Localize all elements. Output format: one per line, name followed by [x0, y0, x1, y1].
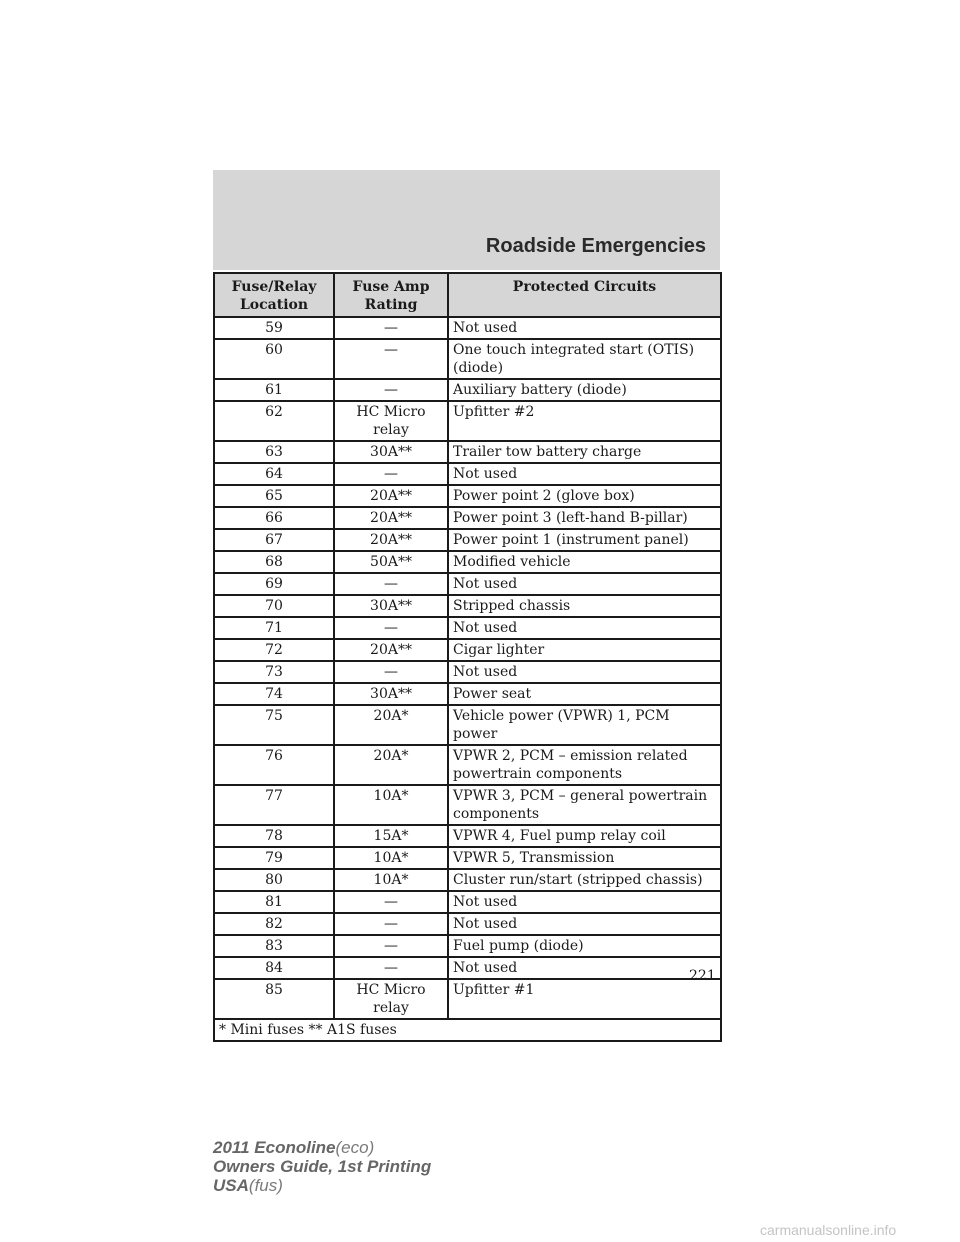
fuse-location-cell: 79 — [214, 847, 334, 869]
table-row — [214, 617, 721, 639]
fuse-location-cell: 65 — [214, 485, 334, 507]
fuse-location-cell: 63 — [214, 441, 334, 463]
table-row — [214, 825, 721, 847]
amp-rating-cell: 20A* — [334, 705, 448, 745]
fuse-location-cell: 59 — [214, 317, 334, 339]
protected-circuit-cell: Power point 2 (glove box) — [448, 485, 721, 507]
amp-rating-cell: 15A* — [334, 825, 448, 847]
protected-circuit-cell: Upfitter #1 — [448, 979, 721, 1019]
protected-circuit-cell: Auxiliary battery (diode) — [448, 379, 721, 401]
table-row — [214, 441, 721, 463]
column-header-protected-circuits: Protected Circuits — [448, 273, 721, 317]
protected-circuit-cell: VPWR 4, Fuel pump relay coil — [448, 825, 721, 847]
protected-circuit-cell: Not used — [448, 957, 721, 979]
table-row — [214, 339, 721, 379]
table-row — [214, 869, 721, 891]
table-row — [214, 847, 721, 869]
protected-circuit-cell: Modified vehicle — [448, 551, 721, 573]
section-title: Roadside Emergencies — [485, 235, 706, 257]
fuse-location-cell: 77 — [214, 785, 334, 825]
amp-rating-cell: 20A** — [334, 507, 448, 529]
fuse-location-cell: 67 — [214, 529, 334, 551]
table-row — [214, 507, 721, 529]
table-row — [214, 785, 721, 825]
table-row — [214, 485, 721, 507]
protected-circuit-cell: Trailer tow battery charge — [448, 441, 721, 463]
table-row — [214, 661, 721, 683]
protected-circuit-cell: One touch integrated start (OTIS) (diode) — [448, 339, 721, 379]
table-footnote-row — [214, 1019, 721, 1041]
protected-circuit-cell: Not used — [448, 317, 721, 339]
section-header-band — [213, 170, 720, 270]
fuse-table-body — [214, 317, 721, 1019]
fuse-location-cell: 68 — [214, 551, 334, 573]
fuse-location-cell: 69 — [214, 573, 334, 595]
amp-rating-cell: 20A** — [334, 485, 448, 507]
document-imprint — [213, 1138, 431, 1195]
amp-rating-cell: — — [334, 339, 448, 379]
amp-rating-cell: 10A* — [334, 785, 448, 825]
protected-circuit-cell: Not used — [448, 463, 721, 485]
page-number: 221 — [689, 968, 716, 984]
amp-rating-cell: — — [334, 573, 448, 595]
fuse-location-cell: 60 — [214, 339, 334, 379]
table-row — [214, 957, 721, 979]
amp-rating-cell: 20A** — [334, 639, 448, 661]
protected-circuit-cell: VPWR 5, Transmission — [448, 847, 721, 869]
fuse-location-cell: 73 — [214, 661, 334, 683]
fuse-location-cell: 81 — [214, 891, 334, 913]
protected-circuit-cell: Power point 1 (instrument panel) — [448, 529, 721, 551]
fuse-location-cell: 83 — [214, 935, 334, 957]
fuse-location-cell: 75 — [214, 705, 334, 745]
amp-rating-cell: 10A* — [334, 869, 448, 891]
table-row — [214, 379, 721, 401]
fuse-table — [213, 272, 722, 1042]
table-row — [214, 979, 721, 1019]
table-row — [214, 595, 721, 617]
amp-rating-cell: 20A* — [334, 745, 448, 785]
protected-circuit-cell: Not used — [448, 891, 721, 913]
imprint-edition: Owners Guide, 1st Printing — [213, 1157, 432, 1176]
table-row — [214, 745, 721, 785]
fuse-location-cell: 74 — [214, 683, 334, 705]
table-row — [214, 529, 721, 551]
fuse-location-cell: 82 — [214, 913, 334, 935]
fuse-location-cell: 78 — [214, 825, 334, 847]
fuse-location-cell: 66 — [214, 507, 334, 529]
protected-circuit-cell: Power seat — [448, 683, 721, 705]
amp-rating-cell: — — [334, 617, 448, 639]
fuse-location-cell: 71 — [214, 617, 334, 639]
amp-rating-cell: — — [334, 317, 448, 339]
amp-rating-cell: 20A** — [334, 529, 448, 551]
protected-circuit-cell: Not used — [448, 617, 721, 639]
imprint-model-code: (eco) — [335, 1138, 375, 1157]
amp-rating-cell: — — [334, 379, 448, 401]
fuse-location-cell: 72 — [214, 639, 334, 661]
amp-rating-cell: HC Micro relay — [334, 979, 448, 1019]
fuse-location-cell: 80 — [214, 869, 334, 891]
protected-circuit-cell: Power point 3 (left-hand B-pillar) — [448, 507, 721, 529]
protected-circuit-cell: Fuel pump (diode) — [448, 935, 721, 957]
table-row — [214, 705, 721, 745]
fuse-location-cell: 76 — [214, 745, 334, 785]
table-row — [214, 401, 721, 441]
fuse-location-cell: 64 — [214, 463, 334, 485]
fuse-location-cell: 62 — [214, 401, 334, 441]
protected-circuit-cell: Not used — [448, 661, 721, 683]
table-row — [214, 317, 721, 339]
amp-rating-cell: 30A** — [334, 595, 448, 617]
imprint-market-code: (fus) — [248, 1176, 283, 1195]
protected-circuit-cell: Not used — [448, 913, 721, 935]
table-row — [214, 891, 721, 913]
column-header-amp-rating: Fuse Amp Rating — [334, 273, 448, 317]
table-row — [214, 639, 721, 661]
protected-circuit-cell: Not used — [448, 573, 721, 595]
table-row — [214, 551, 721, 573]
amp-rating-cell: HC Micro relay — [334, 401, 448, 441]
table-row — [214, 935, 721, 957]
protected-circuit-cell: Cigar lighter — [448, 639, 721, 661]
table-header-row — [214, 273, 721, 317]
amp-rating-cell: 30A** — [334, 441, 448, 463]
fuse-location-cell: 84 — [214, 957, 334, 979]
amp-rating-cell: 30A** — [334, 683, 448, 705]
table-row — [214, 573, 721, 595]
protected-circuit-cell: Upfitter #2 — [448, 401, 721, 441]
protected-circuit-cell: Cluster run/start (stripped chassis) — [448, 869, 721, 891]
amp-rating-cell: — — [334, 463, 448, 485]
amp-rating-cell: — — [334, 957, 448, 979]
table-row — [214, 463, 721, 485]
fuse-location-cell: 70 — [214, 595, 334, 617]
amp-rating-cell: — — [334, 661, 448, 683]
imprint-market: USA — [213, 1176, 249, 1195]
amp-rating-cell: — — [334, 913, 448, 935]
fuse-location-cell: 61 — [214, 379, 334, 401]
protected-circuit-cell: VPWR 2, PCM – emission related powertrain components — [448, 745, 721, 785]
table-row — [214, 913, 721, 935]
imprint-model: 2011 Econoline — [213, 1138, 336, 1157]
protected-circuit-cell: Vehicle power (VPWR) 1, PCM power — [448, 705, 721, 745]
protected-circuit-cell: VPWR 3, PCM – general powertrain components — [448, 785, 721, 825]
fuse-location-cell: 85 — [214, 979, 334, 1019]
amp-rating-cell: — — [334, 935, 448, 957]
watermark-link[interactable]: carmanualsonline.info — [760, 1222, 897, 1238]
table-row — [214, 683, 721, 705]
amp-rating-cell: — — [334, 891, 448, 913]
column-header-location: Fuse/Relay Location — [214, 273, 334, 317]
amp-rating-cell: 10A* — [334, 847, 448, 869]
table-footnote: * Mini fuses ** A1S fuses — [214, 1019, 721, 1041]
protected-circuit-cell: Stripped chassis — [448, 595, 721, 617]
amp-rating-cell: 50A** — [334, 551, 448, 573]
